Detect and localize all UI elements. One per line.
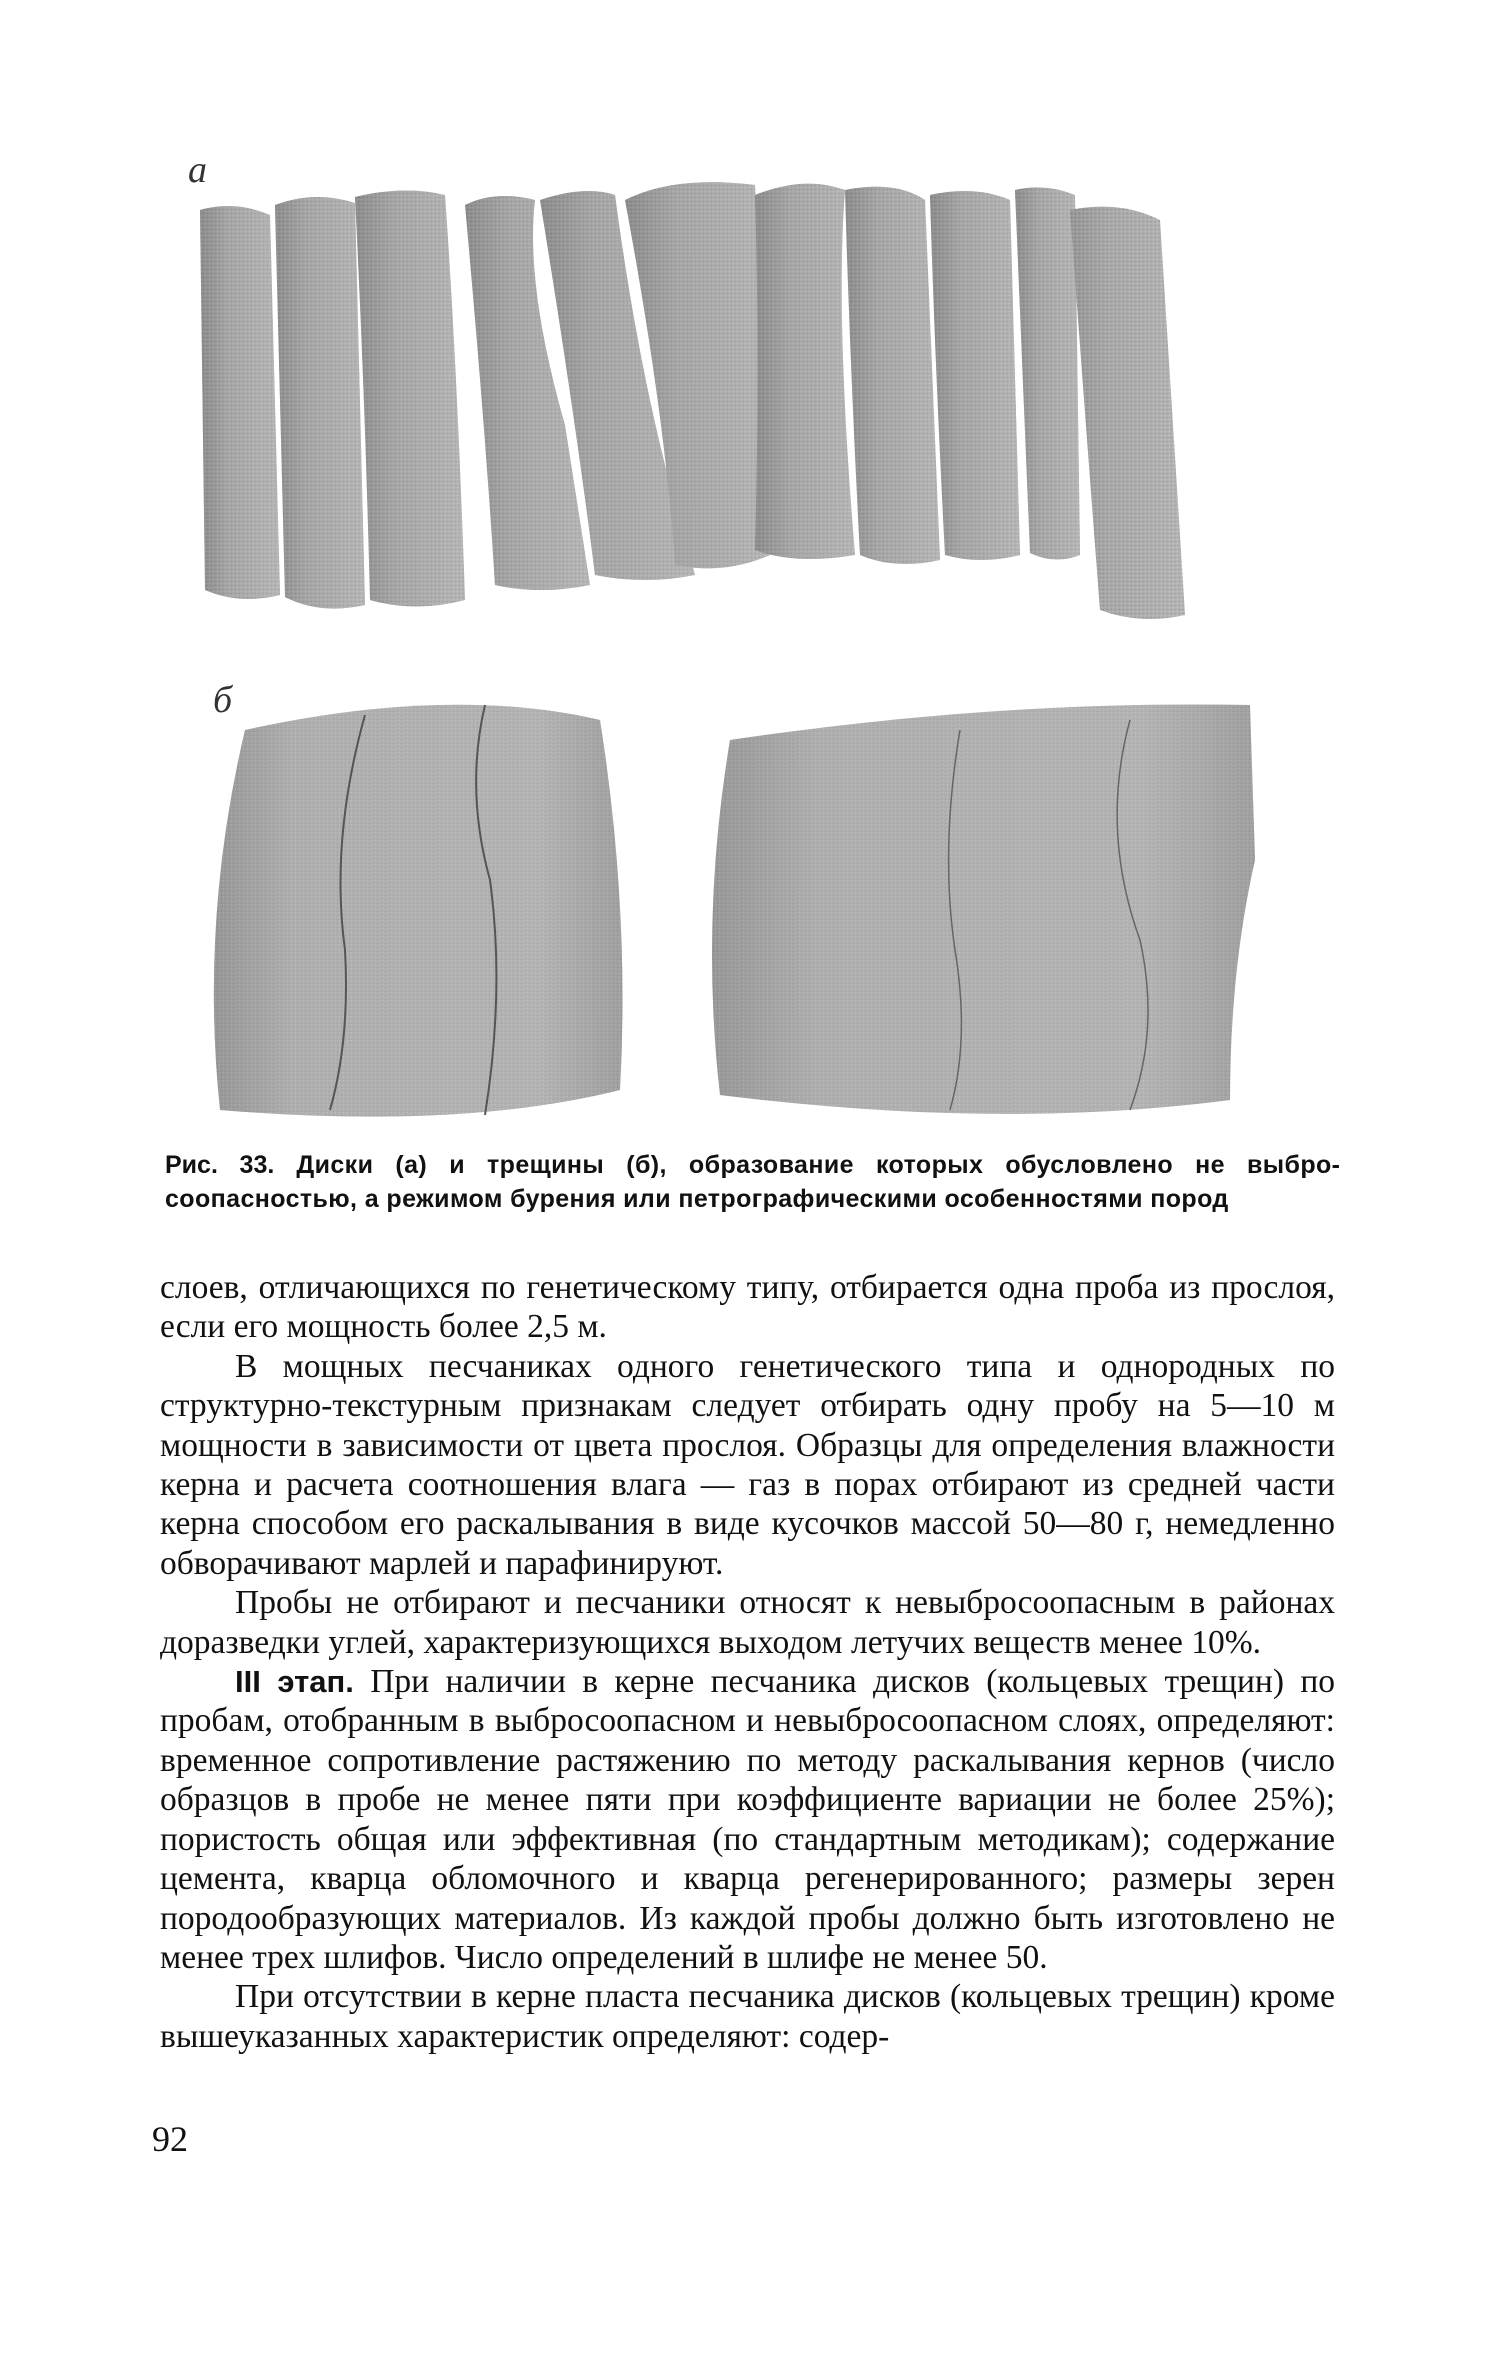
figure-caption-label: Рис. 33. xyxy=(165,1151,275,1179)
paragraph-4 xyxy=(160,1662,1335,1977)
disc-1 xyxy=(200,206,280,599)
core-fractures-photo xyxy=(200,690,1280,1125)
disc-8 xyxy=(845,187,940,564)
paragraph-2: В мощных песчаниках одного генетического типа и однородных по структурно-текстурным признакам следует отбирать одну пробу на 5—10 м мощности в зависимости от цвета прослоя. Образцы для определения влажности керна и расчета соотношения влага — газ в порах отбирают из средней части керна способом его раскалывания в виде кусочков массой 50—80 г, немедленно обворачивают марлей и парафинируют. xyxy=(160,1347,1335,1582)
disc-10 xyxy=(1015,187,1080,559)
disc-7 xyxy=(755,184,855,559)
figure-caption xyxy=(165,1148,1340,1216)
disc-2 xyxy=(275,197,365,609)
figure-caption-text: Диски (a) и трещины (б), образование которых обусловлено не выбросоопасностью, а режимом бурения или петрографическими особенностями пород xyxy=(165,1151,1340,1213)
core-left xyxy=(214,705,623,1117)
paragraph-5: При отсутствии в керне пласта песчаника дисков (кольцевых трещин) кроме вышеуказанных характеристик определяют: содер- xyxy=(160,1978,1335,2055)
core-right xyxy=(712,704,1255,1113)
paragraph-3: Пробы не отбирают и песчаники относят к невыбросоопасным в районах доразведки углей, характеризующихся выходом летучих веществ менее 10%. xyxy=(160,1584,1335,1661)
figure-label-a: a xyxy=(188,149,207,191)
page-number: 92 xyxy=(152,2119,188,2159)
disc-3 xyxy=(355,190,465,606)
disc-11 xyxy=(1070,207,1185,619)
core-discs-photo xyxy=(195,165,1285,635)
body-text xyxy=(160,1268,1335,2056)
paragraph-1: слоев, отличающихся по генетическому типу, отбирается одна проба из прослоя, если его мощность более 2,5 м. xyxy=(160,1269,1335,1346)
stage-heading: III этап. xyxy=(235,1664,354,1700)
disc-9 xyxy=(930,191,1020,560)
paragraph-4-text: При наличии в керне песчаника дисков (кольцевых трещин) по пробам, отобранным в выбросоопасном и невыбросоопасном слоях, определяют: временное сопротивление растяжению по методу раскалывания кернов (число образцов в пробе не менее пяти при коэффициенте вариации не более 25%); пористость общая или эффективная (по стандартным методикам); содержание цемента, кварца обломочного и кварца регенерированного; размеры зерен породообразующих материалов. Из каждой пробы должно быть изготовлено не менее трех шлифов. Число определений в шлифе не менее 50. xyxy=(160,1663,1335,1976)
figure-label-b: б xyxy=(213,679,233,721)
